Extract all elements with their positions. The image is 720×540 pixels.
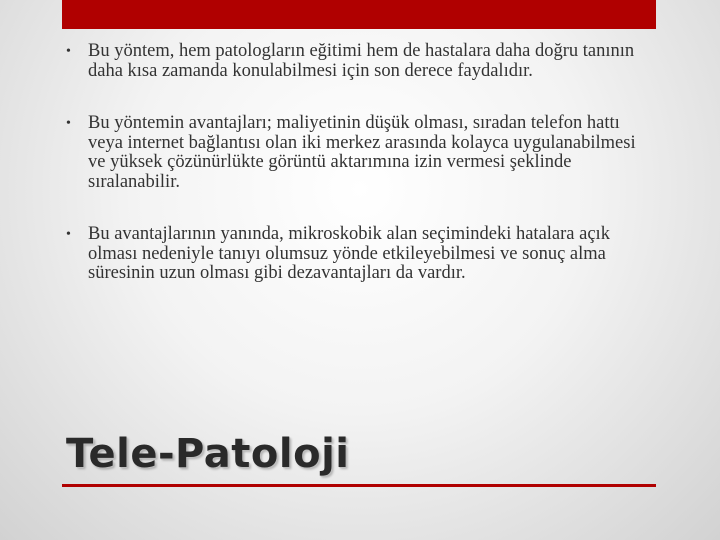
top-accent-bar	[62, 0, 656, 29]
bullet-dot: •	[66, 44, 71, 59]
slide-title: Tele-Patoloji	[66, 431, 350, 477]
title-underline	[62, 484, 656, 487]
bullet-text: Bu yöntemin avantajları; maliyetinin düşük olması, sıradan telefon hattı veya internet bağlantısı olan iki merkez arasında kolayca uygulanabilmesi ve yüksek çözünürlükte görüntü aktarımına izin vermesi şeklinde sıralanabilir.	[88, 113, 636, 192]
bullet-text: Bu avantajlarının yanında, mikroskobik alan seçimindeki hatalara açık olması nedeniyle tanıyı olumsuz yönde etkileyebilmesi ve sonuç alma süresinin uzun olması gibi dezavantajları da vardır.	[88, 224, 610, 283]
bullet-list	[66, 42, 656, 317]
bullet-item-2	[66, 114, 656, 192]
bullet-text: Bu yöntem, hem patologların eğitimi hem de hastalara daha doğru tanının daha kısa zamanda konulabilmesi için son derece faydalıdır.	[88, 41, 635, 81]
bullet-dot: •	[66, 227, 71, 242]
bullet-item-1	[66, 42, 656, 81]
bullet-item-3	[66, 225, 656, 284]
bullet-dot: •	[66, 116, 71, 131]
